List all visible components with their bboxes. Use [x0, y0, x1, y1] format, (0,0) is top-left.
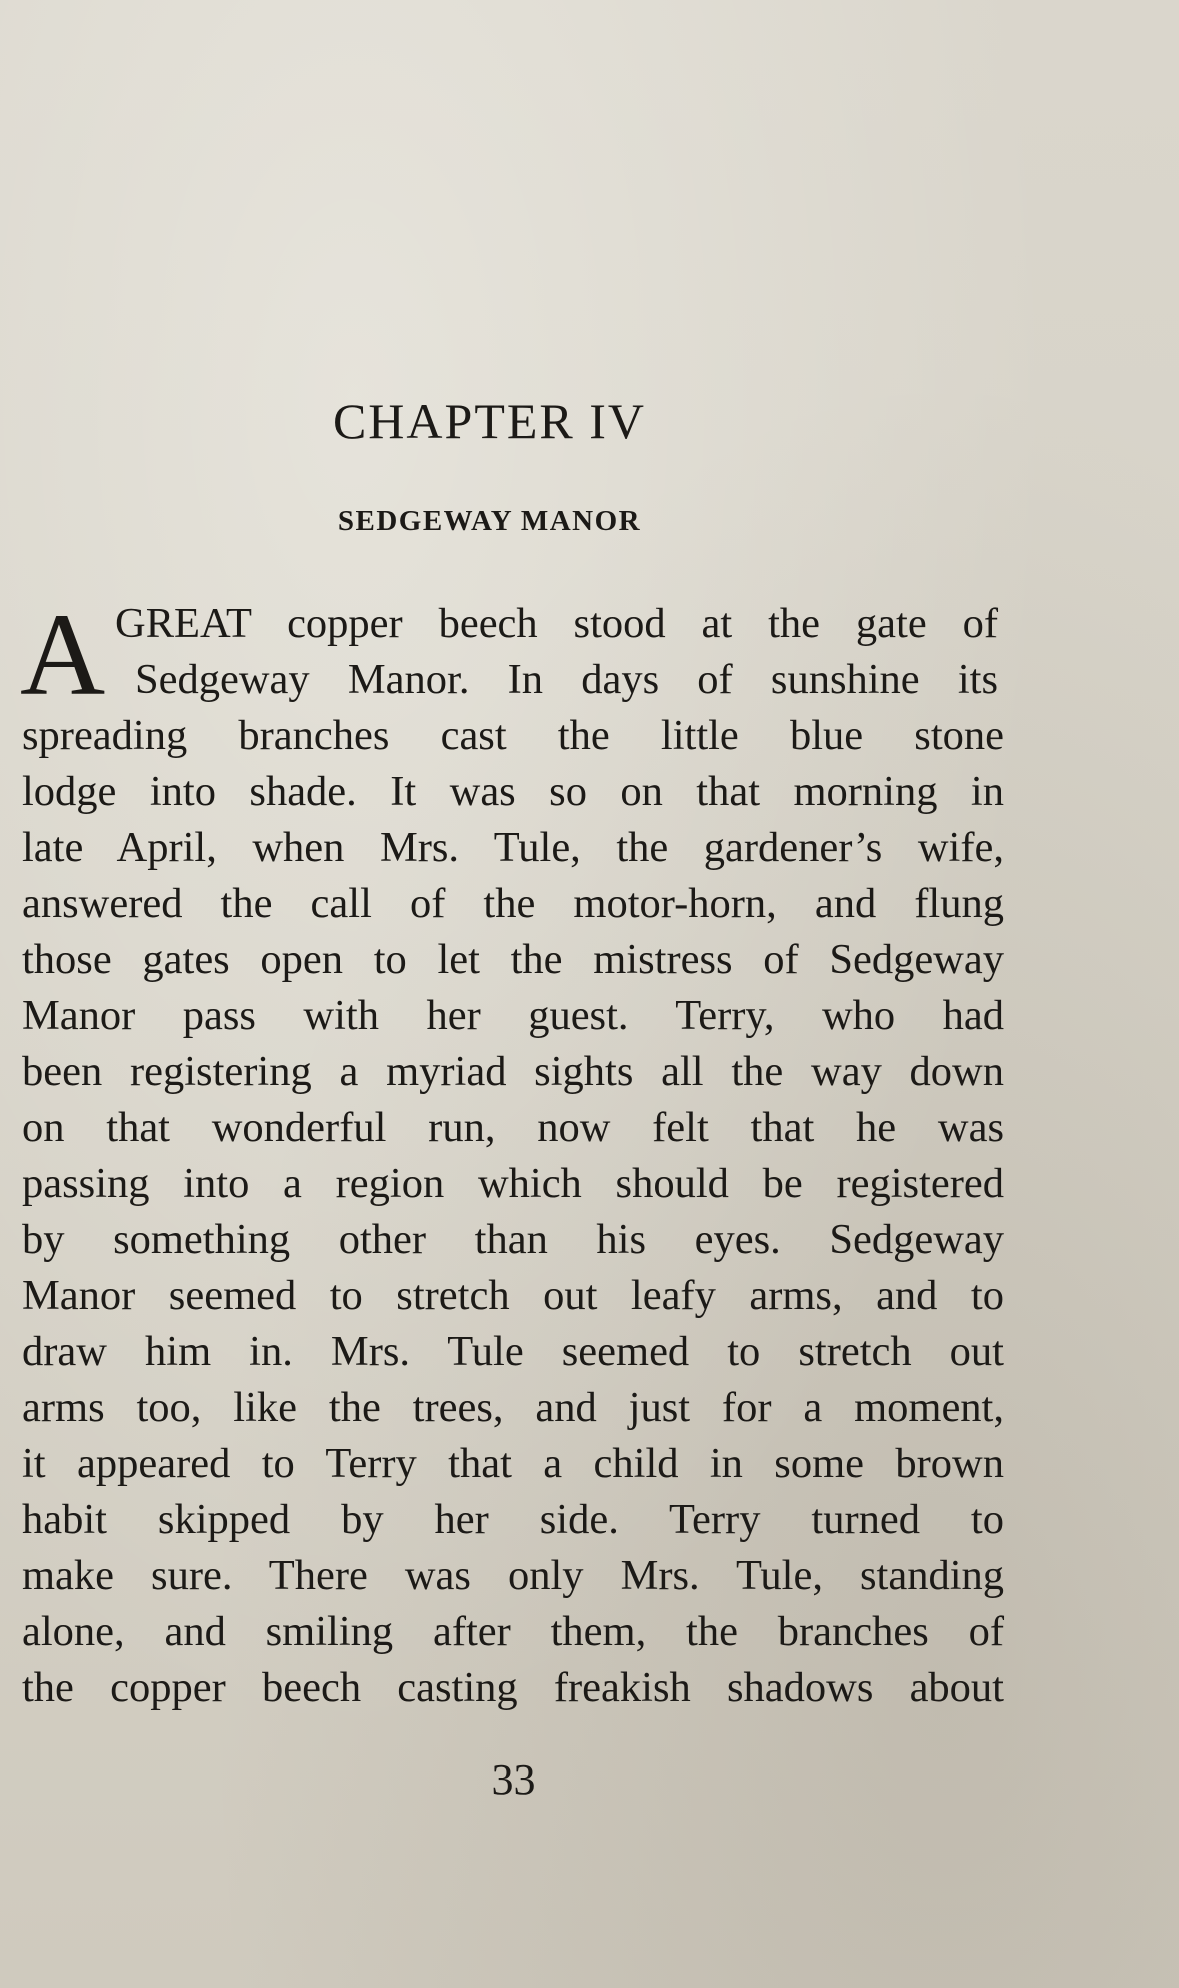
drop-cap: A	[20, 589, 106, 720]
text-line: Manor pass with her guest. Terry, who had	[22, 992, 1004, 1039]
text-line: lodge into shade. It was so on that morning in	[22, 768, 1004, 815]
text-line: answered the call of the motor-horn, and flung	[22, 880, 1004, 927]
text-line: passing into a region which should be registered	[22, 1160, 1004, 1207]
text-line: by something other than his eyes. Sedgeway	[22, 1216, 1004, 1263]
text-line: it appeared to Terry that a child in some brown	[22, 1440, 1004, 1487]
chapter-subtitle: SEDGEWAY MANOR	[337, 505, 642, 537]
text-line: arms too, like the trees, and just for a moment,	[22, 1384, 1004, 1431]
text-line: GREAT copper beech stood at the gate of	[115, 600, 998, 647]
text-line: on that wonderful run, now felt that he was	[22, 1104, 1004, 1151]
text-line: those gates open to let the mistress of Sedgeway	[22, 936, 1004, 983]
text-line: draw him in. Mrs. Tule seemed to stretch out	[22, 1328, 1004, 1375]
text-line: late April, when Mrs. Tule, the gardener’s wife,	[22, 824, 1004, 871]
text-line: habit skipped by her side. Terry turned to	[22, 1496, 1004, 1543]
text-line: make sure. There was only Mrs. Tule, standing	[22, 1552, 1004, 1599]
chapter-title: CHAPTER IV	[332, 393, 647, 449]
text-line: alone, and smiling after them, the branches of	[22, 1608, 1004, 1655]
text-line: Manor seemed to stretch out leafy arms, and to	[22, 1272, 1004, 1319]
text-line: the copper beech casting freakish shadows about	[22, 1664, 1004, 1711]
page-number: 33	[491, 1755, 536, 1804]
text-line: Sedgeway Manor. In days of sunshine its	[135, 656, 998, 703]
text-line: spreading branches cast the little blue stone	[22, 712, 1004, 759]
text-line: been registering a myriad sights all the way down	[22, 1048, 1004, 1095]
